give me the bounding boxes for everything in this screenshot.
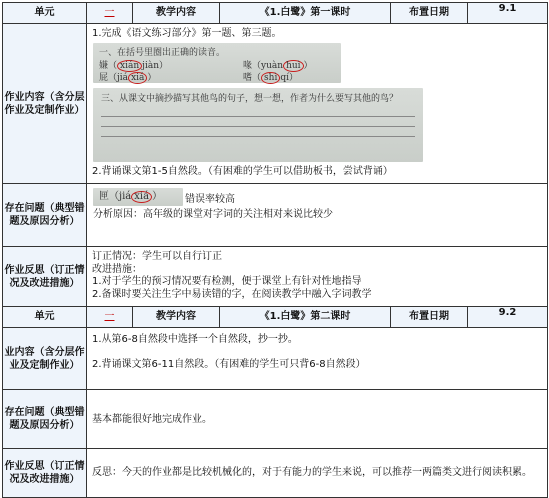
reflection-label: 作业反思（订正情况及改进措施） xyxy=(3,449,87,498)
photo-instruction: 一、在括号里圈出正确的读音。 xyxy=(99,48,226,58)
homework-line: 2.背诵课文第6-11自然段。（有困难的学生可只背6-8自然段） xyxy=(92,359,366,370)
problems-label: 存在问题（典型错题及原因分析） xyxy=(3,184,87,247)
unit-value: 一 xyxy=(87,307,133,328)
unit-value: 一 xyxy=(87,3,133,24)
lesson2-reflection-content xyxy=(87,449,548,498)
lesson2-problems-content xyxy=(87,390,548,449)
reflection-line: 1.对于学生的预习情况要有检测，便于课堂上有针对性地指导 xyxy=(92,276,362,287)
pinyin-item: 屁（jiá xiá ） xyxy=(99,73,157,83)
homework-line: 2.背诵课文第1-5自然段。（有困难的学生可以借助板书，尝试背诵） xyxy=(92,166,393,177)
reflection-line: 改进措施： xyxy=(92,263,142,275)
date-label: 布置日期 xyxy=(391,3,468,24)
lesson1-reflection-content xyxy=(87,247,548,307)
pinyin-item: 嫌（ xián jiàn） xyxy=(99,61,168,71)
problems-text: 基本都能很好地完成作业。 xyxy=(92,413,212,425)
date-label: 布置日期 xyxy=(391,307,468,328)
content-value: 《1.白鹭》第一课时 xyxy=(220,3,391,24)
lesson1-problems-row xyxy=(3,184,548,247)
lesson1-reflection-row xyxy=(3,247,548,307)
reflection-line: 2.备课时要关注生字中易读错的字，在阅读教学中融入字词教学 xyxy=(92,288,372,300)
homework-line: 1.从第6-8自然段中选择一个自然段，抄一抄。 xyxy=(92,334,298,345)
unit-label: 单元 xyxy=(3,307,87,328)
lesson2-problems-row xyxy=(3,390,548,449)
homework-label: 业内容（含分层作业及定制作业） xyxy=(3,328,87,390)
lesson1-problems-content xyxy=(87,184,548,247)
answer-circle: huì xyxy=(283,60,303,72)
answer-circle: xiá xyxy=(131,191,152,203)
problems-label: 存在问题（典型错题及原因分析） xyxy=(3,390,87,449)
content-label: 教学内容 xyxy=(133,307,220,328)
date-value: 9.1 xyxy=(468,3,548,24)
error-rate-text: 错误率较高 xyxy=(185,194,235,205)
answer-circle: shì xyxy=(261,72,280,84)
answer-circle: xián xyxy=(117,60,142,72)
homework-line: 1.完成《语文练习部分》第一题、第三题。 xyxy=(92,28,282,39)
homework-label: 作业内容（含分层作业及定制作业） xyxy=(3,24,87,184)
date-value: 9.2 xyxy=(468,307,548,328)
photo-question: 三、从课文中摘抄描写其他鸟的句子，想一想，作者为什么要写其他的鸟？ xyxy=(101,94,399,104)
reflection-text: 反思：今天的作业都是比较机械化的，对于有能力的学生来说，可以推荐一两篇类文进行阅读积累。 xyxy=(92,467,532,478)
content-value: 《1.白鹭》第二课时 xyxy=(220,307,391,328)
lesson2-homework-row xyxy=(3,328,548,390)
reflection-label: 作业反思（订正情况及改进措施） xyxy=(3,247,87,307)
error-example-photo: 匣（jiá xiá ） xyxy=(93,188,183,206)
pinyin-item: 喙（yuàn huì ） xyxy=(243,61,313,71)
lesson2-homework-content xyxy=(87,328,548,390)
pinyin-item: 嗜（ shì qí） xyxy=(243,73,298,83)
reflection-line: 订正情况：学生可以自行订正 xyxy=(92,251,222,262)
homework-record-table xyxy=(2,2,548,498)
worksheet-photo-question xyxy=(93,88,423,162)
answer-circle: xiá xyxy=(128,72,147,84)
lesson1-header-row xyxy=(3,3,548,24)
unit-label: 单元 xyxy=(3,3,87,24)
analysis-text: 分析原因：高年级的课堂对字词的关注相对来说比较少 xyxy=(93,209,333,220)
lesson1-homework-row xyxy=(3,24,548,184)
content-label: 教学内容 xyxy=(133,3,220,24)
lesson1-homework-content xyxy=(87,24,548,184)
lesson2-reflection-row xyxy=(3,449,548,498)
lesson2-header-row xyxy=(3,307,548,328)
worksheet-photo-pinyin xyxy=(93,43,341,83)
